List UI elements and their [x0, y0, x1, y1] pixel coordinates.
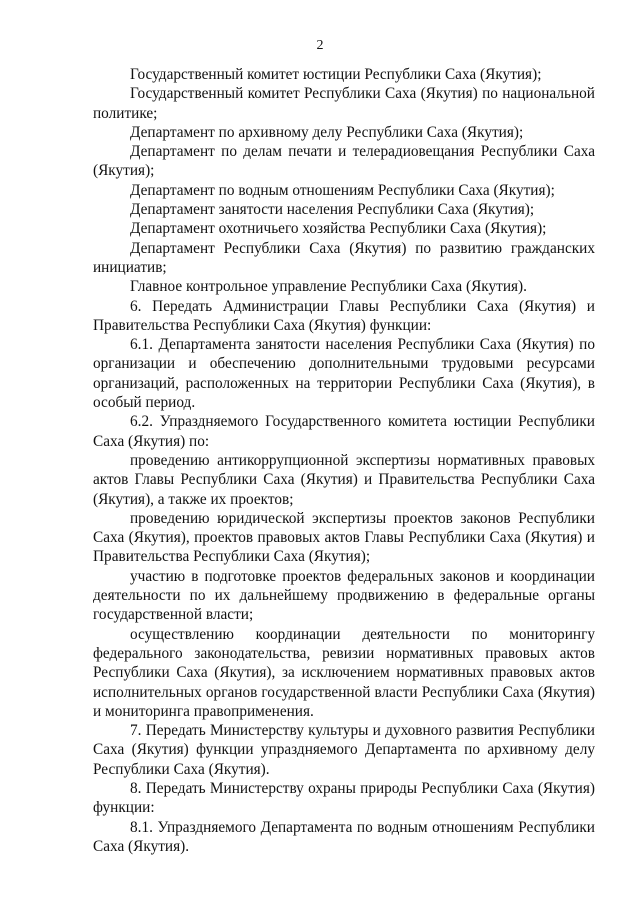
paragraph: Департамент по водным отношениям Республики Саха (Якутия);	[130, 181, 555, 199]
page-number: 2	[316, 38, 324, 53]
paragraph: осуществлению координации деятельности по мониторингу федерального законодательства, ревизии нормативных правовых актов Республики Саха (Якутия), за исключением нормативных правовых актов исполнительных органов государственной власти Республики Саха (Якутия) и мониторинга правоприменения.	[93, 625, 595, 720]
paragraph: 8. Передать Министерству охраны природы Республики Саха (Якутия) функции:	[93, 779, 595, 817]
paragraph: проведению юридической экспертизы проектов законов Республики Саха (Якутия), проектов правовых актов Главы Республики Саха (Якутия) и Правительства Республики Саха (Якутия);	[93, 509, 595, 566]
paragraph: 7. Передать Министерству культуры и духовного развития Республики Саха (Якутия) функции упраздняемого Департамента по архивному делу Республики Саха (Якутия).	[93, 722, 595, 778]
paragraph: 8.1. Упраздняемого Департамента по водным отношениям Республики Саха (Якутия).	[93, 818, 595, 855]
paragraph: Государственный комитет Республики Саха (Якутия) по национальной политике;	[93, 85, 595, 122]
paragraph: 6.2. Упраздняемого Государственного комитета юстиции Республики Саха (Якутия) по:	[93, 413, 595, 450]
paragraph: проведению антикоррупционной экспертизы нормативных правовых актов Главы Республики Саха (Якутия) и Правительства Республики Саха (Якутия), а также их проектов;	[93, 451, 595, 508]
document-body	[93, 65, 595, 856]
paragraph: участию в подготовке проектов федеральных законов и координации деятельности по их дальнейшему продвижению в федеральные органы государственной власти;	[93, 567, 595, 624]
paragraph: 6. Передать Администрации Главы Республики Саха (Якутия) и Правительства Республики Саха (Якутия) функции:	[93, 297, 595, 334]
paragraph: Департамент Республики Саха (Якутия) по развитию гражданских инициатив;	[93, 239, 595, 276]
paragraph: 6.1. Департамента занятости населения Республики Саха (Якутия) по организации и обеспечению дополнительными трудовыми ресурсами организаций, расположенных на территории Республики Саха (Якутия), в особый период.	[93, 336, 595, 412]
paragraph: Департамент по архивному делу Республики Саха (Якутия);	[130, 123, 524, 141]
paragraph: Департамент занятости населения Республики Саха (Якутия);	[130, 201, 535, 219]
paragraph: Главное контрольное управление Республики Саха (Якутия).	[130, 278, 527, 296]
paragraph: Государственный комитет юстиции Республики Саха (Якутия);	[130, 66, 542, 83]
paragraph: Департамент по делам печати и телерадиовещания Республики Саха (Якутия);	[93, 143, 595, 180]
paragraph: Департамент охотничьего хозяйства Республики Саха (Якутия);	[130, 220, 547, 238]
